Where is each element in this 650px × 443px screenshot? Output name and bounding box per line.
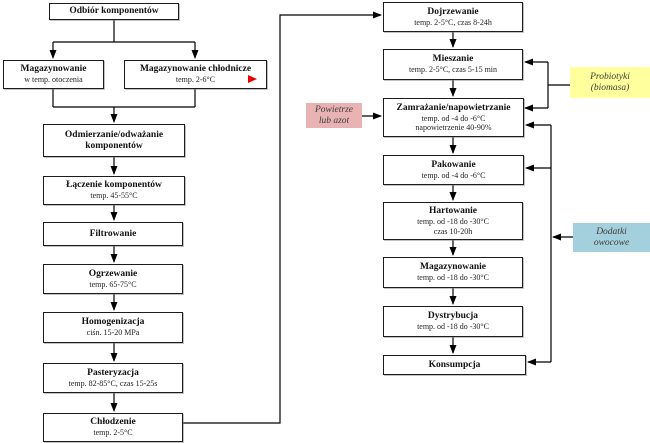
step-params: temp. 2-5°C, czas 8-24h (414, 17, 492, 27)
step-title: Homogenizacja (81, 317, 145, 328)
step-dystrybucja (383, 306, 523, 337)
red-flag-icon (248, 75, 257, 83)
step-params: temp. od -18 do -30°C (417, 273, 489, 283)
step-filtrowanie (43, 222, 183, 246)
note-line: Powietrze (315, 104, 353, 115)
step-params: temp. 65-75°C (89, 279, 137, 289)
note-probiotyki-biomasa (570, 67, 650, 98)
step-konsumpcja (383, 355, 526, 375)
step-mieszanie (383, 49, 523, 80)
step-params: temp. od -18 do -30°C (417, 217, 489, 226)
step-params: temp. od -4 do -6°C (421, 170, 486, 180)
step-dojrzewanie (383, 2, 523, 32)
note-line: (biomasa) (590, 82, 630, 93)
step-params: temp. od -18 do -30°C (417, 322, 489, 332)
step-title: Chłodzenie (90, 417, 136, 428)
step-pakowanie (383, 155, 524, 185)
step-title: Konsumpcja (428, 359, 481, 370)
step-zamrazanie-napowietrzanie (383, 98, 524, 137)
step-params: temp. 82-85°C, czas 15-25s (68, 378, 158, 388)
step-params: temp. od -4 do -6°C (421, 113, 486, 123)
step-odmierzanie-odwazanie (43, 124, 185, 157)
step-laczenie-komponentow (43, 176, 185, 205)
step-title: Magazynowanie (420, 262, 486, 273)
step-params: ciśn. 15-20 MPa (86, 328, 140, 338)
step-title: Pakowanie (431, 159, 476, 170)
step-hartowanie (383, 202, 523, 240)
step-title: Dojrzewanie (427, 6, 479, 17)
step-magazynowanie-chlodnicze (124, 60, 267, 89)
step-params: temp. 2-5°C (93, 428, 133, 438)
step-title: Mieszanie (432, 54, 474, 65)
step-title: Magazynowanie chłodnicze (139, 64, 252, 75)
step-pasteryzacja (43, 363, 183, 393)
step-title: Pasteryzacja (87, 367, 139, 378)
step-title: Odbiór komponentów (69, 6, 159, 16)
note-dodatki-owocowe (573, 223, 650, 252)
note-line: lub azot (318, 115, 350, 126)
step-params: temp. 2-5°C, czas 5-15 min (408, 65, 498, 75)
step-title: Hartowanie (428, 206, 478, 216)
step-params: w temp. otoczenia (24, 75, 83, 85)
step-title: Filtrowanie (89, 228, 137, 239)
note-line: owocowe (593, 237, 630, 248)
step-params-2: czas 10-20h (433, 226, 473, 236)
step-title: Łączenie komponentów (66, 180, 162, 191)
step-homogenizacja (43, 312, 183, 343)
step-params: temp. 2-6°C (175, 75, 216, 85)
step-magazynowanie-otoczenie (3, 60, 104, 89)
step-title: Zamrażanie/napowietrzanie (396, 102, 511, 113)
note-line: Dodatki (596, 226, 627, 237)
step-params: temp. 45-55°C (90, 191, 138, 201)
note-line: Probiotyki (590, 71, 630, 82)
step-chlodzenie (43, 413, 183, 442)
step-magazynowanie-mrozone (383, 257, 523, 288)
step-ogrzewanie (43, 264, 183, 294)
note-powietrze-lub-azot (306, 103, 362, 128)
step-title: Odmierzanie/odważanie komponentów (64, 129, 164, 151)
step-title: Dystrybucja (427, 311, 479, 322)
step-params-2: napowietrzenie 40-90% (415, 123, 492, 132)
step-title: Magazynowanie (20, 64, 87, 75)
step-title: Ogrzewanie (88, 268, 138, 279)
step-odbior-komponentow (49, 3, 179, 20)
